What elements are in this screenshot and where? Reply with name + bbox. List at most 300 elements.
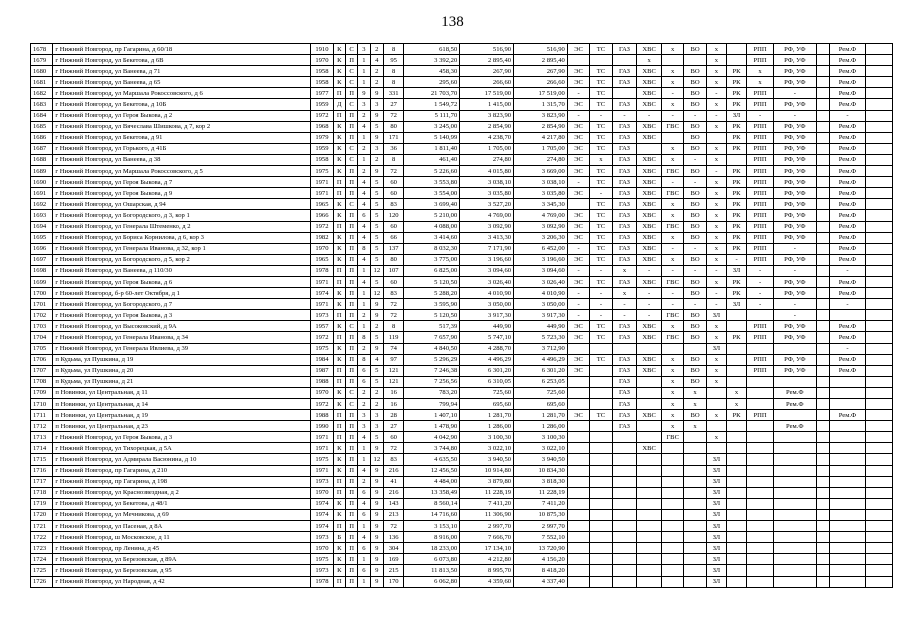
table-cell-type: К xyxy=(333,509,345,520)
table-cell-id: 1685 xyxy=(31,121,53,132)
table-cell-gas xyxy=(612,443,637,454)
table-cell-gvs xyxy=(661,576,683,587)
table-cell-kan xyxy=(684,543,706,554)
table-cell-year: 1973 xyxy=(311,532,333,543)
table-cell-ventil: - xyxy=(774,299,817,310)
table-cell-material: С xyxy=(345,199,357,210)
table-cell-tc: - xyxy=(590,188,612,199)
table-cell-area_total: 1 549,72 xyxy=(404,99,460,110)
table-cell-material: П xyxy=(345,132,357,143)
table-cell-floors: 8 xyxy=(358,332,370,343)
table-row xyxy=(31,99,893,110)
table-cell-gas xyxy=(612,454,637,465)
table-cell-type: К xyxy=(333,44,345,55)
table-cell-type: П xyxy=(333,487,345,498)
table-cell-floors: 6 xyxy=(358,365,370,376)
table-cell-id: 1723 xyxy=(31,543,53,554)
table-cell-material: П xyxy=(345,177,357,188)
table-cell-kan: ВО xyxy=(684,210,706,221)
table-cell-year: 1971 xyxy=(311,432,333,443)
table-cell-kan: ВО xyxy=(684,221,706,232)
table-cell-entrances: 2 xyxy=(370,66,383,77)
table-cell-mus: РПП xyxy=(747,365,774,376)
table-cell-extra: Рем.Ф xyxy=(830,88,866,99)
table-cell-tc: ТС xyxy=(590,121,612,132)
table-cell-gas: ГАЗ xyxy=(612,44,637,55)
table-cell-vo: х xyxy=(706,243,726,254)
table-cell-ph xyxy=(726,443,746,454)
table-cell-el: ЭС xyxy=(567,66,589,77)
table-cell-floors: 6 xyxy=(358,376,370,387)
table-cell-repair xyxy=(816,576,829,587)
table-cell-note xyxy=(865,55,892,66)
table-cell-apartments: 41 xyxy=(384,476,404,487)
table-cell-kan: ВО xyxy=(684,99,706,110)
table-cell-vo: ЗЛ xyxy=(706,310,726,321)
table-cell-entrances: 4 xyxy=(370,354,383,365)
table-cell-area_total: 7 256,56 xyxy=(404,376,460,387)
table-cell-hvs: х xyxy=(637,55,662,66)
table-cell-year: 1965 xyxy=(311,199,333,210)
table-cell-ph xyxy=(726,565,746,576)
table-cell-gvs: ГВС xyxy=(661,188,683,199)
table-cell-ph: РК xyxy=(726,121,746,132)
table-cell-vo xyxy=(706,421,726,432)
table-cell-ph: х xyxy=(726,387,746,398)
table-cell-ph xyxy=(726,343,746,354)
table-cell-id: 1722 xyxy=(31,532,53,543)
table-cell-gas: - xyxy=(612,299,637,310)
table-cell-el: - xyxy=(567,88,589,99)
table-cell-extra: Рем.Ф xyxy=(830,354,866,365)
table-cell-area_living: 7 411,20 xyxy=(460,498,514,509)
table-cell-entrances: 4 xyxy=(370,55,383,66)
table-cell-ventil: Рем.Ф xyxy=(774,421,817,432)
table-cell-apartments: 16 xyxy=(384,387,404,398)
table-cell-type: П xyxy=(333,221,345,232)
table-cell-id: 1712 xyxy=(31,421,53,432)
table-cell-year: 1965 xyxy=(311,254,333,265)
table-cell-ph xyxy=(726,521,746,532)
table-cell-entrances: 9 xyxy=(370,88,383,99)
table-cell-el xyxy=(567,399,589,410)
table-cell-material: П xyxy=(345,232,357,243)
table-cell-gvs: х xyxy=(661,232,683,243)
table-cell-ph xyxy=(726,554,746,565)
table-cell-entrances: 2 xyxy=(370,44,383,55)
table-cell-hvs: ХВС xyxy=(637,232,662,243)
table-cell-gvs: х xyxy=(661,199,683,210)
table-cell-kan xyxy=(684,476,706,487)
table-cell-year: 1959 xyxy=(311,99,333,110)
table-cell-hvs: ХВС xyxy=(637,365,662,376)
table-cell-tc xyxy=(590,509,612,520)
table-cell-ph: РК xyxy=(726,188,746,199)
table-cell-kan xyxy=(684,454,706,465)
table-cell-entrances: 5 xyxy=(370,243,383,254)
table-cell-type: П xyxy=(333,365,345,376)
table-cell-area_total: 5 120,50 xyxy=(404,276,460,287)
table-cell-repair xyxy=(816,199,829,210)
table-cell-el xyxy=(567,421,589,432)
table-cell-type: К xyxy=(333,254,345,265)
table-cell-ventil: РФ, УФ xyxy=(774,154,817,165)
table-cell-id: 1717 xyxy=(31,476,53,487)
table-cell-mus xyxy=(747,576,774,587)
table-cell-year: 1971 xyxy=(311,177,333,188)
table-cell-year: 1970 xyxy=(311,55,333,66)
table-cell-tc xyxy=(590,443,612,454)
table-cell-tc xyxy=(590,487,612,498)
table-cell-apartments: 83 xyxy=(384,288,404,299)
table-cell-entrances: 9 xyxy=(370,498,383,509)
table-cell-el: ЭС xyxy=(567,166,589,177)
table-cell-area_residential: 3 940,50 xyxy=(514,454,568,465)
table-cell-el: - xyxy=(567,310,589,321)
table-cell-extra: Рем.Ф xyxy=(830,55,866,66)
table-cell-area_living: 3 940,50 xyxy=(460,454,514,465)
table-cell-note xyxy=(865,410,892,421)
table-cell-area_living: 3 026,40 xyxy=(460,276,514,287)
table-cell-apartments: 72 xyxy=(384,166,404,177)
table-cell-id: 1691 xyxy=(31,188,53,199)
table-row xyxy=(31,132,893,143)
table-cell-extra: - xyxy=(830,265,866,276)
table-cell-ventil: РФ, УФ xyxy=(774,354,817,365)
table-cell-area_living: 274,80 xyxy=(460,154,514,165)
table-cell-extra: Рем.Ф xyxy=(830,154,866,165)
table-cell-floors: 3 xyxy=(358,44,370,55)
table-cell-el: ЭС xyxy=(567,354,589,365)
table-cell-apartments: 8 xyxy=(384,66,404,77)
table-cell-year: 1978 xyxy=(311,265,333,276)
table-cell-vo: х xyxy=(706,99,726,110)
table-cell-address: п Новинки, ул Центральная, д 23 xyxy=(53,421,311,432)
table-cell-material: П xyxy=(345,454,357,465)
table-cell-repair xyxy=(816,299,829,310)
table-cell-gas: ГАЗ xyxy=(612,399,637,410)
table-cell-tc: ТС xyxy=(590,132,612,143)
table-cell-kan xyxy=(684,498,706,509)
table-cell-entrances: 5 xyxy=(370,121,383,132)
table-cell-hvs xyxy=(637,476,662,487)
table-cell-vo: х xyxy=(706,410,726,421)
table-cell-apartments: 170 xyxy=(384,576,404,587)
table-row xyxy=(31,454,893,465)
table-cell-vo: ЗЛ xyxy=(706,509,726,520)
table-cell-area_residential: 449,90 xyxy=(514,321,568,332)
table-cell-gvs: х xyxy=(661,143,683,154)
table-cell-entrances: 2 xyxy=(370,154,383,165)
table-cell-ventil: РФ, УФ xyxy=(774,188,817,199)
table-cell-address: г Нижний Новгород, ул Бекетова, д 91 xyxy=(53,132,311,143)
table-cell-gvs: х xyxy=(661,354,683,365)
table-cell-el: ЭС xyxy=(567,132,589,143)
table-cell-tc xyxy=(590,543,612,554)
table-cell-note xyxy=(865,498,892,509)
table-cell-gas: ГАЗ xyxy=(612,365,637,376)
table-cell-id: 1688 xyxy=(31,154,53,165)
table-cell-note xyxy=(865,454,892,465)
registry-rows xyxy=(31,44,893,588)
table-cell-id: 1715 xyxy=(31,454,53,465)
table-cell-tc: ТС xyxy=(590,199,612,210)
table-cell-year: 1970 xyxy=(311,487,333,498)
table-cell-floors: 2 xyxy=(358,143,370,154)
table-cell-area_residential: 3 818,30 xyxy=(514,476,568,487)
table-cell-repair xyxy=(816,432,829,443)
table-cell-gas: ГАЗ xyxy=(612,387,637,398)
table-cell-address: п Новинки, ул Центральная, д 11 xyxy=(53,387,311,398)
table-cell-floors: 4 xyxy=(358,254,370,265)
table-cell-note xyxy=(865,177,892,188)
table-row xyxy=(31,465,893,476)
table-cell-entrances: 5 xyxy=(370,365,383,376)
table-cell-address: г Нижний Новгород, ул Генерала Иванова, д 34 xyxy=(53,332,311,343)
table-cell-address: г Нижний Новгород, ул Горького, д 41Б xyxy=(53,143,311,154)
table-cell-repair xyxy=(816,188,829,199)
table-cell-kan xyxy=(684,521,706,532)
table-cell-tc: - xyxy=(590,310,612,321)
table-cell-ventil: РФ, УФ xyxy=(774,121,817,132)
table-row xyxy=(31,110,893,121)
table-cell-apartments: 72 xyxy=(384,310,404,321)
table-cell-area_residential: 17 519,00 xyxy=(514,88,568,99)
table-cell-area_residential: 6 452,00 xyxy=(514,243,568,254)
table-cell-hvs: ХВС xyxy=(637,77,662,88)
table-cell-vo: х xyxy=(706,143,726,154)
table-cell-material: П xyxy=(345,243,357,254)
table-cell-entrances: 5 xyxy=(370,332,383,343)
table-cell-apartments: 215 xyxy=(384,565,404,576)
table-cell-gvs: - xyxy=(661,265,683,276)
table-cell-gvs xyxy=(661,465,683,476)
table-cell-gvs xyxy=(661,55,683,66)
table-cell-extra xyxy=(830,465,866,476)
table-cell-apartments: 119 xyxy=(384,332,404,343)
table-cell-repair xyxy=(816,55,829,66)
table-cell-note xyxy=(865,509,892,520)
table-cell-area_total: 3 775,00 xyxy=(404,254,460,265)
table-cell-year: 1971 xyxy=(311,276,333,287)
table-cell-entrances: 9 xyxy=(370,543,383,554)
table-cell-gas: ГАЗ xyxy=(612,232,637,243)
table-cell-vo: х xyxy=(706,199,726,210)
table-cell-el xyxy=(567,554,589,565)
table-cell-gvs: ГВС xyxy=(661,276,683,287)
table-cell-material: П xyxy=(345,487,357,498)
table-cell-ph: РК xyxy=(726,66,746,77)
table-cell-entrances: 9 xyxy=(370,532,383,543)
table-cell-id: 1682 xyxy=(31,88,53,99)
table-cell-area_total: 5 288,20 xyxy=(404,288,460,299)
table-cell-area_residential: 516,90 xyxy=(514,44,568,55)
table-cell-gas xyxy=(612,55,637,66)
table-cell-hvs xyxy=(637,143,662,154)
table-cell-gas: - xyxy=(612,110,637,121)
table-cell-ventil: РФ, УФ xyxy=(774,132,817,143)
table-cell-entrances: 2 xyxy=(370,77,383,88)
table-cell-year: 1973 xyxy=(311,310,333,321)
table-cell-type: К xyxy=(333,343,345,354)
table-cell-mus: РПП xyxy=(747,332,774,343)
table-cell-address: г Нижний Новгород, ул Генерала Ивлиева, д 39 xyxy=(53,343,311,354)
table-cell-el: - xyxy=(567,265,589,276)
table-cell-hvs xyxy=(637,454,662,465)
table-cell-repair xyxy=(816,110,829,121)
table-cell-year: 1990 xyxy=(311,421,333,432)
table-cell-area_residential: 267,90 xyxy=(514,66,568,77)
table-cell-ventil xyxy=(774,376,817,387)
table-row xyxy=(31,299,893,310)
table-cell-kan: ВО xyxy=(684,310,706,321)
table-cell-kan: ВО xyxy=(684,66,706,77)
table-cell-el xyxy=(567,343,589,354)
table-cell-vo: ЗЛ xyxy=(706,521,726,532)
table-cell-area_residential: 1 281,70 xyxy=(514,410,568,421)
table-cell-extra: - xyxy=(830,110,866,121)
table-cell-gas: ГАЗ xyxy=(612,154,637,165)
table-cell-note xyxy=(865,476,892,487)
table-cell-apartments: 216 xyxy=(384,487,404,498)
table-cell-entrances: 9 xyxy=(370,465,383,476)
table-cell-area_total: 13 358,49 xyxy=(404,487,460,498)
table-cell-type: П xyxy=(333,310,345,321)
registry-table xyxy=(30,43,893,588)
table-cell-area_residential: 695,60 xyxy=(514,399,568,410)
table-cell-area_total: 799,94 xyxy=(404,399,460,410)
table-cell-repair xyxy=(816,565,829,576)
table-cell-entrances: 9 xyxy=(370,166,383,177)
table-cell-ventil: РФ, УФ xyxy=(774,66,817,77)
table-cell-mus: РПП xyxy=(747,154,774,165)
table-cell-material: П xyxy=(345,365,357,376)
table-cell-ventil: РФ, УФ xyxy=(774,321,817,332)
table-cell-area_living: 695,60 xyxy=(460,399,514,410)
table-cell-kan: - xyxy=(684,154,706,165)
table-cell-year: 1973 xyxy=(311,565,333,576)
table-cell-material: П xyxy=(345,55,357,66)
table-cell-el xyxy=(567,476,589,487)
table-cell-area_living: 4 359,60 xyxy=(460,576,514,587)
table-cell-area_living: 516,90 xyxy=(460,44,514,55)
table-cell-mus: РПП xyxy=(747,121,774,132)
table-cell-ph: РК xyxy=(726,210,746,221)
table-cell-hvs: ХВС xyxy=(637,321,662,332)
table-cell-tc: ТС xyxy=(590,354,612,365)
table-cell-address: г Нижний Новгород, ул Богородского, д 7 xyxy=(53,299,311,310)
table-cell-extra: Рем.Ф xyxy=(830,44,866,55)
table-cell-address: г Нижний Новгород, ул Адмирала Васюнина, д 10 xyxy=(53,454,311,465)
table-cell-note xyxy=(865,132,892,143)
table-cell-address: п Новинки, ул Центральная, д 19 xyxy=(53,410,311,421)
table-cell-address: г Нижний Новгород, пр Гагарина, д 60/18 xyxy=(53,44,311,55)
table-cell-hvs: ХВС xyxy=(637,188,662,199)
table-cell-vo: х xyxy=(706,44,726,55)
table-cell-area_residential: 2 997,70 xyxy=(514,521,568,532)
table-cell-gas: ГАЗ xyxy=(612,276,637,287)
table-cell-id: 1716 xyxy=(31,465,53,476)
table-cell-extra: Рем.Ф xyxy=(830,288,866,299)
table-cell-repair xyxy=(816,421,829,432)
table-cell-vo: х xyxy=(706,55,726,66)
table-cell-material: П xyxy=(345,443,357,454)
table-cell-note xyxy=(865,376,892,387)
table-cell-extra: Рем.Ф xyxy=(830,365,866,376)
table-cell-hvs: - xyxy=(637,265,662,276)
table-cell-entrances: 5 xyxy=(370,199,383,210)
table-cell-apartments: 60 xyxy=(384,188,404,199)
table-cell-kan: ВО xyxy=(684,332,706,343)
table-cell-mus: РПП xyxy=(747,166,774,177)
table-cell-ventil xyxy=(774,443,817,454)
table-cell-gvs: ГВС xyxy=(661,221,683,232)
table-cell-apartments: 331 xyxy=(384,88,404,99)
table-cell-tc xyxy=(590,421,612,432)
table-cell-material: П xyxy=(345,465,357,476)
table-cell-area_total: 11 813,50 xyxy=(404,565,460,576)
table-cell-floors: 2 xyxy=(358,166,370,177)
table-cell-floors: 4 xyxy=(358,276,370,287)
table-row xyxy=(31,443,893,454)
table-cell-year: 1971 xyxy=(311,465,333,476)
table-cell-id: 1678 xyxy=(31,44,53,55)
table-cell-area_total: 8 916,00 xyxy=(404,532,460,543)
table-cell-vo: х xyxy=(706,66,726,77)
table-cell-material: П xyxy=(345,166,357,177)
table-cell-type: К xyxy=(333,321,345,332)
table-cell-mus: - xyxy=(747,265,774,276)
table-cell-ventil xyxy=(774,521,817,532)
table-cell-vo: х xyxy=(706,432,726,443)
table-cell-id: 1707 xyxy=(31,365,53,376)
table-cell-el xyxy=(567,199,589,210)
table-cell-year: 1958 xyxy=(311,154,333,165)
table-cell-ph xyxy=(726,421,746,432)
table-cell-hvs: ХВС xyxy=(637,99,662,110)
table-cell-repair xyxy=(816,210,829,221)
table-cell-address: г Нижний Новгород, ул Героя Быкова, д 3 xyxy=(53,310,311,321)
table-cell-repair xyxy=(816,554,829,565)
table-cell-apartments: 120 xyxy=(384,210,404,221)
table-cell-apartments: 83 xyxy=(384,199,404,210)
table-cell-area_residential: 2 895,40 xyxy=(514,55,568,66)
table-cell-mus: РПП xyxy=(747,199,774,210)
table-cell-tc xyxy=(590,576,612,587)
table-cell-area_residential: 3 712,90 xyxy=(514,343,568,354)
table-cell-gvs: ГВС xyxy=(661,310,683,321)
table-cell-extra: Рем.Ф xyxy=(830,132,866,143)
table-cell-area_living: 11 228,19 xyxy=(460,487,514,498)
table-cell-tc xyxy=(590,554,612,565)
table-cell-type: К xyxy=(333,77,345,88)
table-cell-year: 1975 xyxy=(311,454,333,465)
table-cell-floors: 3 xyxy=(358,410,370,421)
table-cell-material: П xyxy=(345,110,357,121)
table-cell-vo: х xyxy=(706,177,726,188)
table-cell-vo: ЗЛ xyxy=(706,465,726,476)
table-cell-repair xyxy=(816,521,829,532)
table-cell-area_living: 3 038,10 xyxy=(460,177,514,188)
table-cell-year: 1970 xyxy=(311,543,333,554)
table-cell-gvs: х xyxy=(661,376,683,387)
table-cell-type: П xyxy=(333,177,345,188)
table-cell-ventil xyxy=(774,576,817,587)
table-cell-kan: х xyxy=(684,399,706,410)
table-cell-type: К xyxy=(333,498,345,509)
table-cell-ph xyxy=(726,354,746,365)
table-row xyxy=(31,210,893,221)
